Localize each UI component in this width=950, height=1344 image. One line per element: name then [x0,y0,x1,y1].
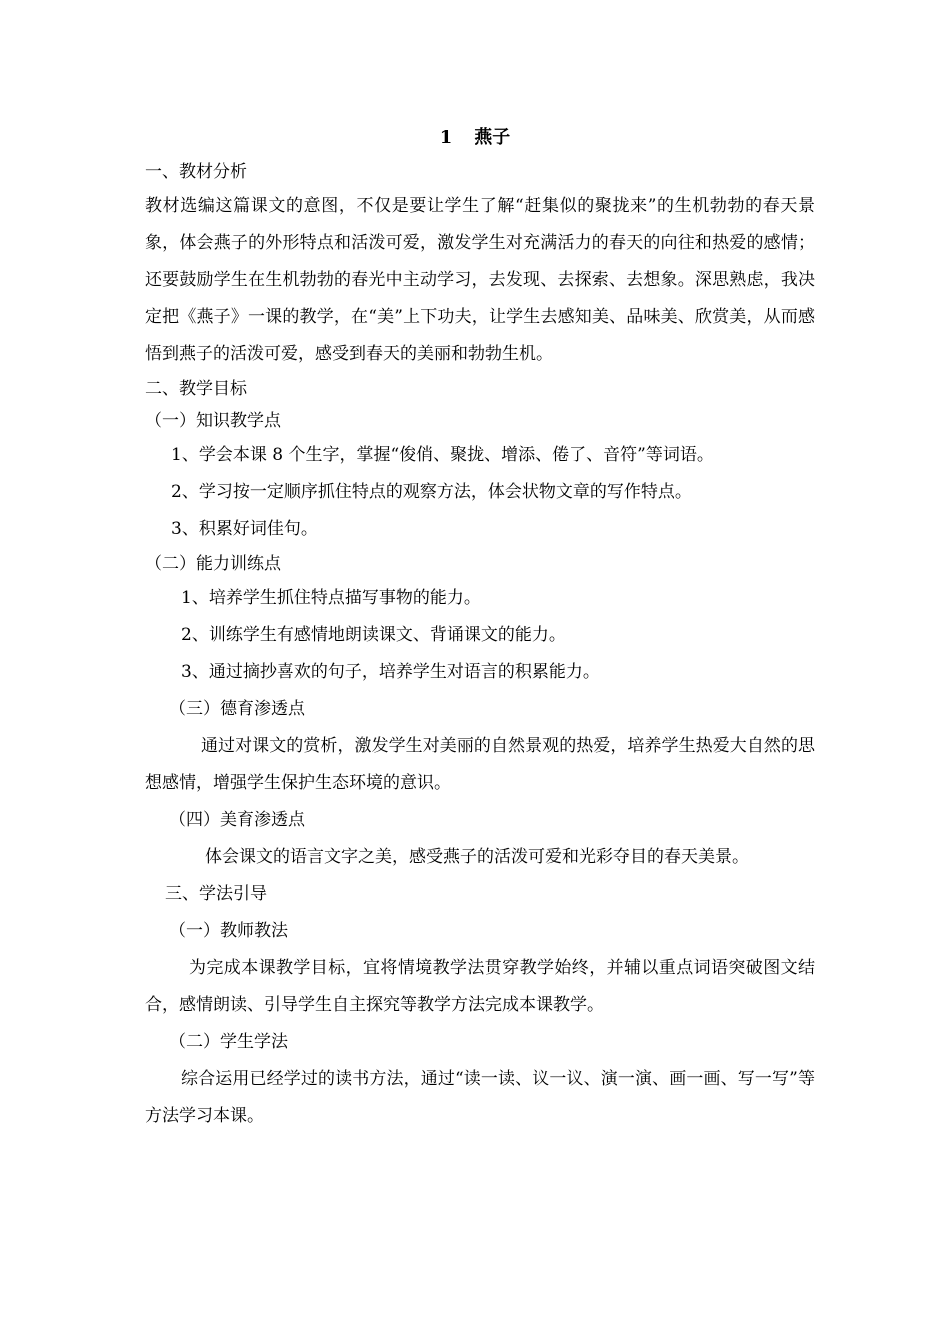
textbook-analysis-paragraph: 教材选编这篇课文的意图，不仅是要让学生了解“赶集似的聚拢来”的生机勃勃的春天景象，体会燕子的外形特点和活泼可爱，激发学生对充满活力的春天的向往和热爱的感情；还要鼓励学生在生机勃勃的春光中主动学习，去发现、去探索、去想象。深思熟虑，我决定把《燕子》一课的教学，在“美”上下功夫，让学生去感知美、品味美、欣赏美，从而感悟到燕子的活泼可爱，感受到春天的美丽和勃勃生机。 [145,196,815,364]
subheading-moral: （三）德育渗透点 [169,699,305,719]
ability-item: 2、训练学生有感情地朗读课文、背诵课文的能力。 [181,625,566,645]
lesson-title [0,125,950,151]
subheading-student-methods: （二）学生学法 [169,1032,288,1052]
document-body [145,156,815,1135]
section-heading-teaching-goals: 二、教学目标 [145,379,247,399]
ability-item: 1、培养学生抓住特点描写事物的能力。 [181,588,481,608]
lesson-title-text: 燕子 [474,127,511,148]
teacher-methods-paragraph: 为完成本课教学目标，宜将情境教学法贯穿教学始终，并辅以重点词语突破图文结合，感情朗读、引导学生自主探究等教学方法完成本课教学。 [145,958,815,1015]
section-heading-study-methods: 三、学法引导 [165,884,267,904]
knowledge-item: 1、学会本课 8 个生字，掌握“俊俏、聚拢、增添、倦了、音符”等词语。 [171,445,714,465]
subheading-aesthetic: （四）美育渗透点 [169,810,305,830]
subheading-teacher-methods: （一）教师教法 [169,921,288,941]
lesson-number: 1 [439,127,453,148]
subheading-ability: （二）能力训练点 [145,554,281,574]
knowledge-item: 2、学习按一定顺序抓住特点的观察方法，体会状物文章的写作特点。 [171,482,692,502]
knowledge-item: 3、积累好词佳句。 [171,519,318,539]
moral-paragraph: 通过对课文的赏析，激发学生对美丽的自然景观的热爱，培养学生热爱大自然的思想感情，增强学生保护生态环境的意识。 [145,736,815,793]
subheading-knowledge: （一）知识教学点 [145,411,281,431]
aesthetic-paragraph: 体会课文的语言文字之美，感受燕子的活泼可爱和光彩夺目的春天美景。 [205,847,749,867]
section-heading-textbook-analysis: 一、教材分析 [145,162,247,182]
ability-item: 3、通过摘抄喜欢的句子，培养学生对语言的积累能力。 [181,662,600,682]
student-methods-paragraph: 综合运用已经学过的读书方法，通过“读一读、议一议、演一演、画一画、写一写”等方法学习本课。 [145,1069,815,1126]
